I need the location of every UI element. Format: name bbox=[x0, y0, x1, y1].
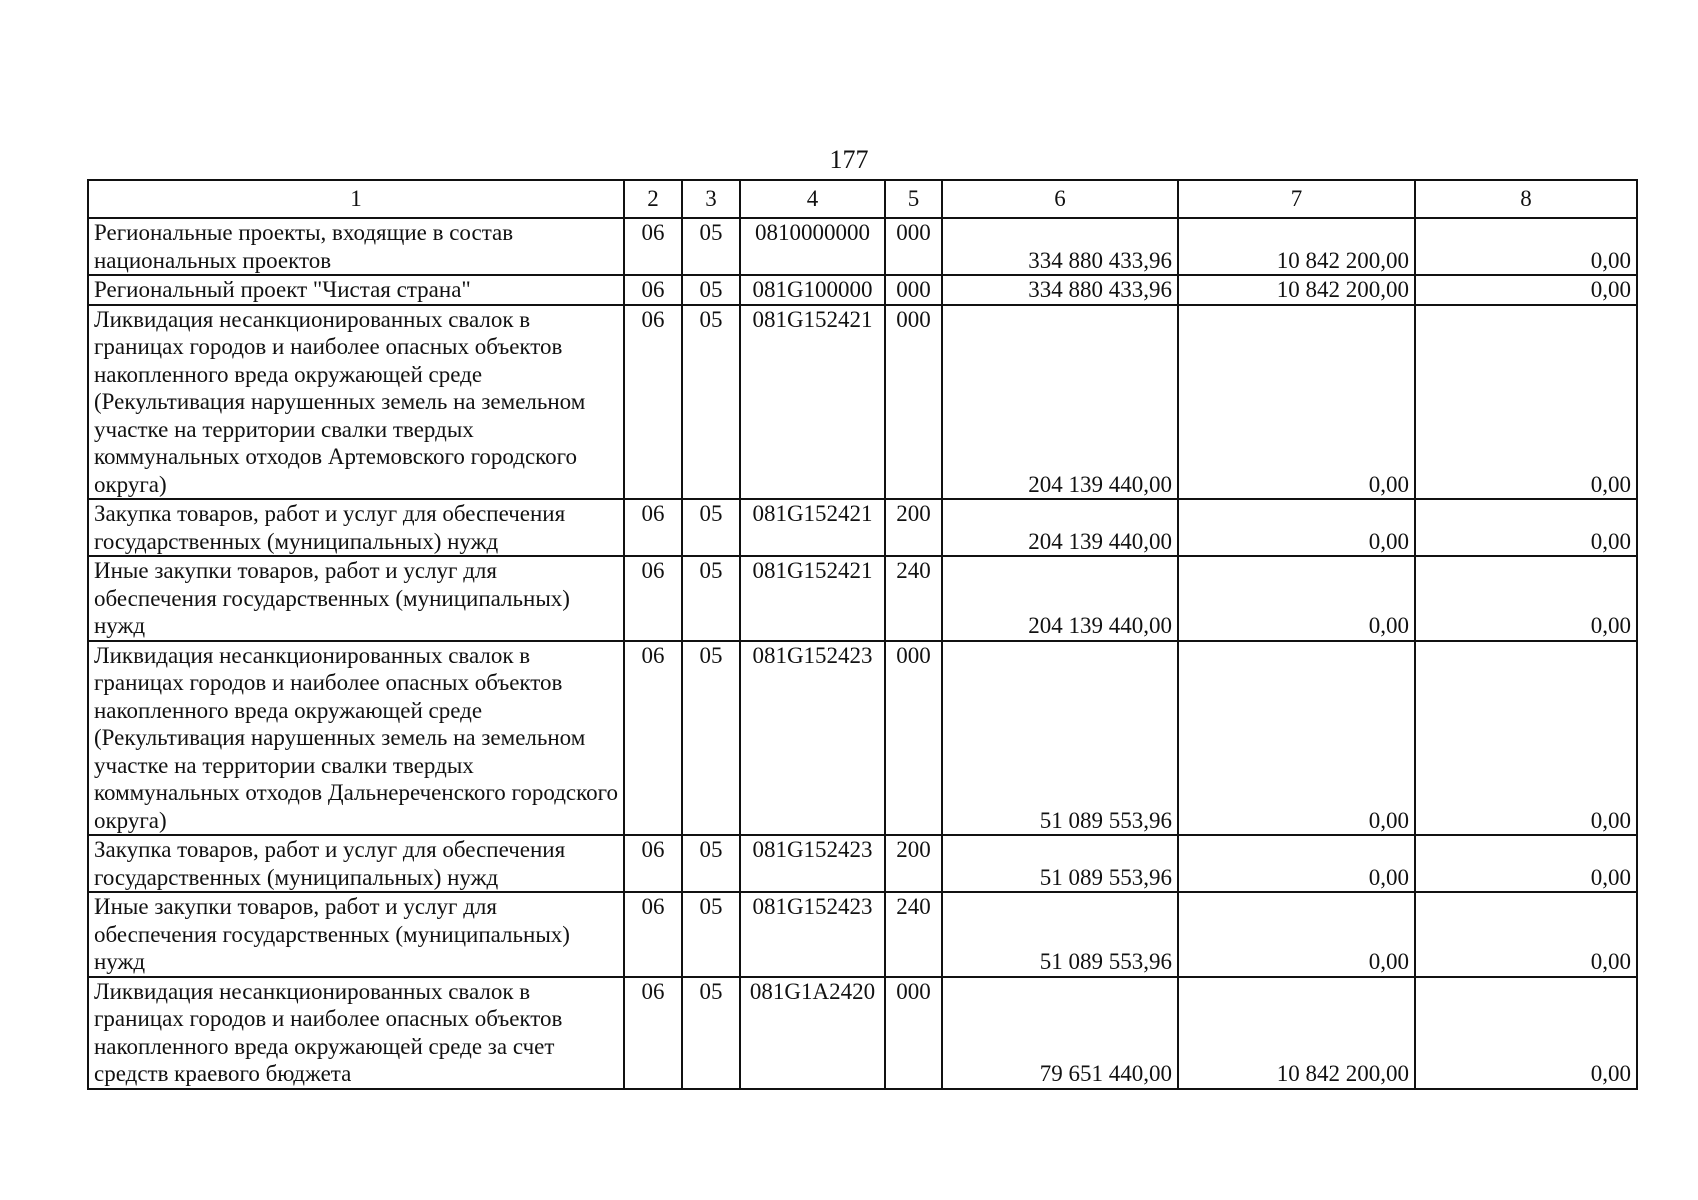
row-amount-col7: 0,00 bbox=[1178, 641, 1415, 836]
row-amount-col7: 0,00 bbox=[1178, 892, 1415, 977]
row-name: Закупка товаров, работ и услуг для обеспечения государственных (муниципальных) нужд bbox=[88, 835, 624, 892]
header-col-6: 6 bbox=[942, 180, 1178, 218]
row-subsection-code: 05 bbox=[682, 641, 740, 836]
table-row bbox=[88, 305, 1637, 500]
header-col-8: 8 bbox=[1415, 180, 1637, 218]
row-amount-col8: 0,00 bbox=[1415, 892, 1637, 977]
row-name: Региональный проект "Чистая страна" bbox=[88, 275, 624, 305]
row-expense-type: 240 bbox=[885, 892, 942, 977]
row-subsection-code: 05 bbox=[682, 556, 740, 641]
page-number: 177 bbox=[829, 145, 869, 174]
row-amount-col7: 10 842 200,00 bbox=[1178, 218, 1415, 275]
row-name: Ликвидация несанкционированных свалок в границах городов и наиболее опасных объектов накопленного вреда окружающей среде (Рекультивация нарушенных земель на земельном участке на территории свалки твердых коммунальных отходов Дальнереченского городского округа) bbox=[88, 641, 624, 836]
row-subsection-code: 05 bbox=[682, 977, 740, 1089]
row-amount-col6: 79 651 440,00 bbox=[942, 977, 1178, 1089]
row-amount-col8: 0,00 bbox=[1415, 218, 1637, 275]
header-col-3: 3 bbox=[682, 180, 740, 218]
row-name: Ликвидация несанкционированных свалок в границах городов и наиболее опасных объектов накопленного вреда окружающей среде за счет средств краевого бюджета bbox=[88, 977, 624, 1089]
row-section-code: 06 bbox=[624, 835, 682, 892]
row-target-article: 081G152423 bbox=[740, 835, 885, 892]
row-amount-col7: 0,00 bbox=[1178, 556, 1415, 641]
row-section-code: 06 bbox=[624, 499, 682, 556]
row-amount-col8: 0,00 bbox=[1415, 556, 1637, 641]
row-expense-type: 240 bbox=[885, 556, 942, 641]
row-amount-col8: 0,00 bbox=[1415, 641, 1637, 836]
row-section-code: 06 bbox=[624, 977, 682, 1089]
row-expense-type: 200 bbox=[885, 499, 942, 556]
row-section-code: 06 bbox=[624, 892, 682, 977]
row-subsection-code: 05 bbox=[682, 835, 740, 892]
row-amount-col6: 334 880 433,96 bbox=[942, 218, 1178, 275]
row-amount-col8: 0,00 bbox=[1415, 835, 1637, 892]
row-target-article: 081G1A2420 bbox=[740, 977, 885, 1089]
table-row bbox=[88, 275, 1637, 305]
budget-table bbox=[87, 179, 1638, 1090]
row-target-article: 081G152423 bbox=[740, 892, 885, 977]
row-expense-type: 000 bbox=[885, 305, 942, 500]
table-row bbox=[88, 218, 1637, 275]
row-target-article: 081G152421 bbox=[740, 499, 885, 556]
row-name: Иные закупки товаров, работ и услуг для обеспечения государственных (муниципальных) нужд bbox=[88, 556, 624, 641]
row-amount-col7: 0,00 bbox=[1178, 835, 1415, 892]
row-amount-col8: 0,00 bbox=[1415, 977, 1637, 1089]
row-expense-type: 000 bbox=[885, 641, 942, 836]
row-amount-col7: 10 842 200,00 bbox=[1178, 275, 1415, 305]
row-amount-col7: 10 842 200,00 bbox=[1178, 977, 1415, 1089]
header-col-2: 2 bbox=[624, 180, 682, 218]
row-target-article: 081G152423 bbox=[740, 641, 885, 836]
header-col-4: 4 bbox=[740, 180, 885, 218]
row-amount-col8: 0,00 bbox=[1415, 275, 1637, 305]
row-section-code: 06 bbox=[624, 218, 682, 275]
row-name: Региональные проекты, входящие в состав национальных проектов bbox=[88, 218, 624, 275]
table-row bbox=[88, 499, 1637, 556]
table-row bbox=[88, 892, 1637, 977]
row-amount-col8: 0,00 bbox=[1415, 305, 1637, 500]
row-amount-col6: 51 089 553,96 bbox=[942, 892, 1178, 977]
row-section-code: 06 bbox=[624, 641, 682, 836]
row-expense-type: 000 bbox=[885, 977, 942, 1089]
row-section-code: 06 bbox=[624, 556, 682, 641]
row-name: Ликвидация несанкционированных свалок в границах городов и наиболее опасных объектов накопленного вреда окружающей среде (Рекультивация нарушенных земель на земельном участке на территории свалки твердых коммунальных отходов Артемовского городского округа) bbox=[88, 305, 624, 500]
row-name: Закупка товаров, работ и услуг для обеспечения государственных (муниципальных) нужд bbox=[88, 499, 624, 556]
row-amount-col6: 204 139 440,00 bbox=[942, 305, 1178, 500]
header-row bbox=[88, 180, 1637, 218]
row-amount-col6: 204 139 440,00 bbox=[942, 499, 1178, 556]
row-amount-col7: 0,00 bbox=[1178, 499, 1415, 556]
table-row bbox=[88, 641, 1637, 836]
row-subsection-code: 05 bbox=[682, 275, 740, 305]
row-amount-col6: 334 880 433,96 bbox=[942, 275, 1178, 305]
row-target-article: 081G152421 bbox=[740, 305, 885, 500]
row-amount-col8: 0,00 bbox=[1415, 499, 1637, 556]
header-col-5: 5 bbox=[885, 180, 942, 218]
row-target-article: 0810000000 bbox=[740, 218, 885, 275]
row-subsection-code: 05 bbox=[682, 499, 740, 556]
row-expense-type: 200 bbox=[885, 835, 942, 892]
row-subsection-code: 05 bbox=[682, 892, 740, 977]
table-row bbox=[88, 556, 1637, 641]
row-expense-type: 000 bbox=[885, 218, 942, 275]
row-target-article: 081G152421 bbox=[740, 556, 885, 641]
row-amount-col6: 51 089 553,96 bbox=[942, 835, 1178, 892]
row-target-article: 081G100000 bbox=[740, 275, 885, 305]
table-row bbox=[88, 977, 1637, 1089]
row-name: Иные закупки товаров, работ и услуг для обеспечения государственных (муниципальных) нужд bbox=[88, 892, 624, 977]
table-body bbox=[88, 218, 1637, 1089]
table-header bbox=[88, 180, 1637, 218]
row-section-code: 06 bbox=[624, 275, 682, 305]
header-col-7: 7 bbox=[1178, 180, 1415, 218]
row-amount-col6: 204 139 440,00 bbox=[942, 556, 1178, 641]
table-row bbox=[88, 835, 1637, 892]
row-subsection-code: 05 bbox=[682, 218, 740, 275]
row-amount-col7: 0,00 bbox=[1178, 305, 1415, 500]
header-col-1: 1 bbox=[88, 180, 624, 218]
row-subsection-code: 05 bbox=[682, 305, 740, 500]
row-amount-col6: 51 089 553,96 bbox=[942, 641, 1178, 836]
row-section-code: 06 bbox=[624, 305, 682, 500]
row-expense-type: 000 bbox=[885, 275, 942, 305]
